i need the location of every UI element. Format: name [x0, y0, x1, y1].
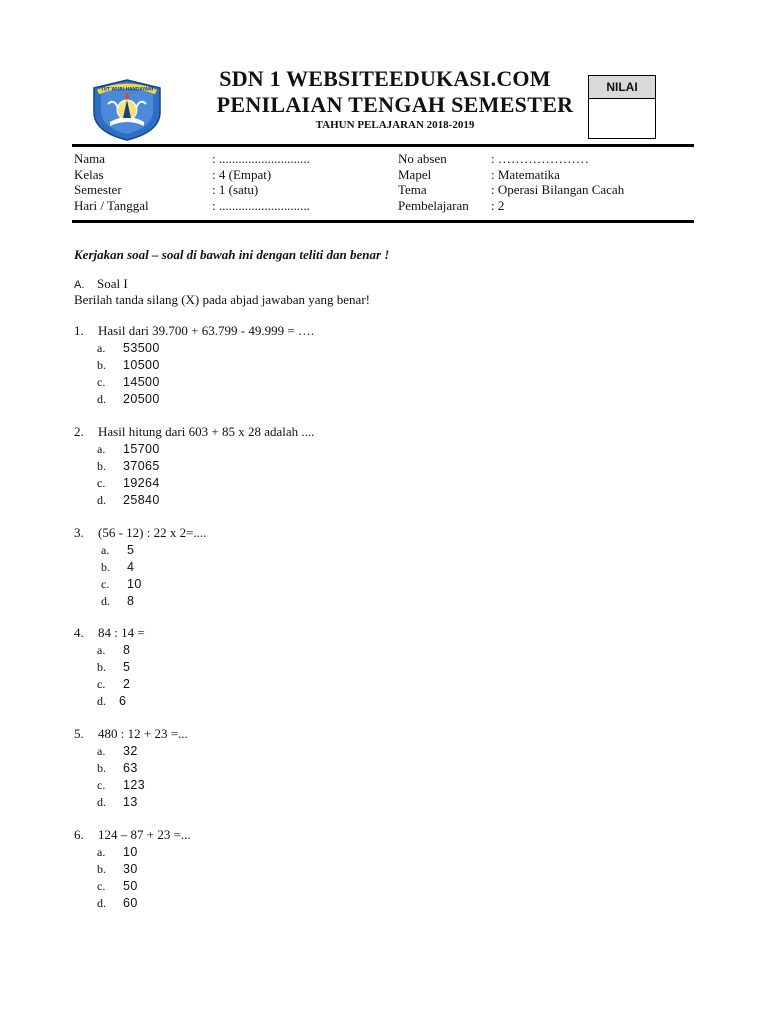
question-1 [74, 323, 314, 340]
section-title: Soal I [97, 276, 128, 291]
instruction-text: Kerjakan soal – soal di bawah ini dengan teliti dan benar ! [74, 247, 390, 262]
option-value: 37065 [123, 459, 160, 473]
option-letter: a. [97, 643, 106, 657]
section-instruction: Berilah tanda silang (X) pada abjad jawaban yang benar! [74, 292, 370, 307]
option-letter: a. [97, 442, 106, 456]
option-5b[interactable] [97, 760, 138, 777]
score-box [588, 75, 656, 139]
option-letter: d. [97, 493, 106, 507]
question-text: 480 : 12 + 23 =... [98, 726, 188, 741]
question-2 [74, 424, 314, 441]
logo-motto: TUT WURI HANDAYANI [100, 86, 154, 92]
question-number: 2. [74, 424, 84, 439]
student-info [74, 151, 694, 217]
question-5 [74, 726, 188, 743]
option-letter: b. [97, 862, 106, 876]
option-4d[interactable] [97, 693, 126, 710]
option-1b[interactable] [97, 357, 160, 374]
question-text: Hasil dari 39.700 + 63.799 - 49.999 = …. [98, 323, 315, 338]
score-label: NILAI [589, 76, 655, 99]
option-value: 13 [123, 795, 138, 809]
option-value: 8 [127, 594, 135, 608]
info-label-nama: Nama [74, 151, 106, 166]
option-6c[interactable] [97, 878, 138, 895]
option-value: 123 [123, 778, 146, 792]
option-value: 30 [123, 862, 138, 876]
option-value: 4 [127, 560, 135, 574]
option-letter: c. [101, 577, 110, 591]
option-letter: c. [97, 879, 106, 893]
option-letter: c. [97, 476, 106, 490]
info-value-no-absen: : ………………… [491, 151, 589, 166]
option-letter: a. [97, 845, 106, 859]
exam-title: PENILAIAN TENGAH SEMESTER [216, 92, 574, 117]
academic-year: TAHUN PELAJARAN 2018-2019 [315, 119, 475, 131]
info-value-mapel: : Matematika [491, 166, 560, 182]
info-value-hari-tanggal: : ............................ [212, 197, 310, 213]
option-letter: d. [97, 896, 106, 910]
option-letter: b. [97, 761, 106, 775]
question-number: 1. [74, 323, 84, 338]
question-number: 3. [74, 525, 84, 540]
option-1a[interactable] [97, 340, 160, 357]
option-value: 14500 [123, 375, 160, 389]
option-value: 50 [123, 879, 138, 893]
option-6d[interactable] [97, 895, 138, 912]
option-value: 5 [127, 543, 135, 557]
option-value: 15700 [123, 442, 160, 456]
option-value: 2 [123, 677, 131, 691]
option-value: 53500 [123, 341, 160, 355]
question-text: 124 – 87 + 23 =... [98, 827, 191, 842]
option-5c[interactable] [97, 777, 145, 794]
option-4c[interactable] [97, 676, 130, 693]
option-1c[interactable] [97, 374, 160, 391]
option-4a[interactable] [97, 642, 130, 659]
option-3c[interactable] [101, 576, 142, 593]
option-3a[interactable] [101, 542, 134, 559]
option-6a[interactable] [97, 844, 138, 861]
option-value: 8 [123, 643, 131, 657]
option-letter: b. [97, 459, 106, 473]
option-1d[interactable] [97, 391, 160, 408]
info-label-mapel: Mapel [398, 166, 432, 182]
info-label-kelas: Kelas [74, 166, 104, 182]
option-letter: b. [101, 560, 110, 574]
option-3b[interactable] [101, 559, 134, 576]
school-name: SDN 1 WEBSITEEDUKASI.COM [219, 66, 551, 91]
question-number: 5. [74, 726, 84, 741]
question-text: 84 : 14 = [98, 625, 145, 640]
option-letter: a. [97, 744, 106, 758]
question-4 [74, 625, 145, 642]
option-letter: d. [97, 795, 106, 809]
option-5a[interactable] [97, 743, 138, 760]
question-number: 4. [74, 625, 84, 640]
header-divider [72, 144, 694, 147]
question-text: Hasil hitung dari 603 + 85 x 28 adalah .... [98, 424, 315, 439]
question-number: 6. [74, 827, 84, 842]
option-value: 63 [123, 761, 138, 775]
option-letter: a. [101, 543, 110, 557]
info-value-tema: : Operasi Bilangan Cacah [491, 182, 625, 197]
section-letter: A. [74, 279, 85, 291]
option-letter: a. [97, 341, 106, 355]
option-letter: d. [97, 694, 106, 708]
option-value: 10500 [123, 358, 160, 372]
question-6 [74, 827, 191, 844]
option-value: 5 [123, 660, 131, 674]
option-letter: c. [97, 778, 106, 792]
option-value: 6 [119, 694, 127, 708]
option-letter: b. [97, 358, 106, 372]
option-value: 10 [123, 845, 138, 859]
option-2a[interactable] [97, 441, 160, 458]
option-2d[interactable] [97, 492, 160, 509]
section-heading [74, 276, 128, 292]
option-value: 10 [127, 577, 142, 591]
info-value-semester: : 1 (satu) [212, 182, 259, 197]
option-value: 20500 [123, 392, 160, 406]
option-letter: c. [97, 677, 106, 691]
option-6b[interactable] [97, 861, 138, 878]
option-value: 25840 [123, 493, 160, 507]
option-4b[interactable] [97, 659, 130, 676]
option-letter: b. [97, 660, 106, 674]
tut-wuri-handayani-logo [90, 78, 164, 142]
info-label-hari-tanggal: Hari / Tanggal [74, 197, 149, 213]
option-value: 60 [123, 896, 138, 910]
option-letter: c. [97, 375, 106, 389]
option-value: 32 [123, 744, 138, 758]
info-value-nama: : ............................ [212, 151, 310, 166]
info-label-pembelajaran: Pembelajaran [398, 197, 469, 213]
info-value-kelas: : 4 (Empat) [212, 166, 272, 182]
question-text: (56 - 12) : 22 x 2=.... [98, 525, 207, 540]
option-2b[interactable] [97, 458, 160, 475]
info-divider [72, 220, 694, 223]
option-2c[interactable] [97, 475, 160, 492]
info-label-semester: Semester [74, 182, 122, 197]
info-label-tema: Tema [398, 182, 427, 197]
option-5d[interactable] [97, 794, 138, 811]
option-letter: d. [97, 392, 106, 406]
info-label-no-absen: No absen [398, 151, 447, 166]
option-letter: d. [101, 594, 110, 608]
option-value: 19264 [123, 476, 160, 490]
option-3d[interactable] [101, 593, 134, 610]
question-3 [74, 525, 206, 542]
info-value-pembelajaran: : 2 [491, 197, 505, 213]
